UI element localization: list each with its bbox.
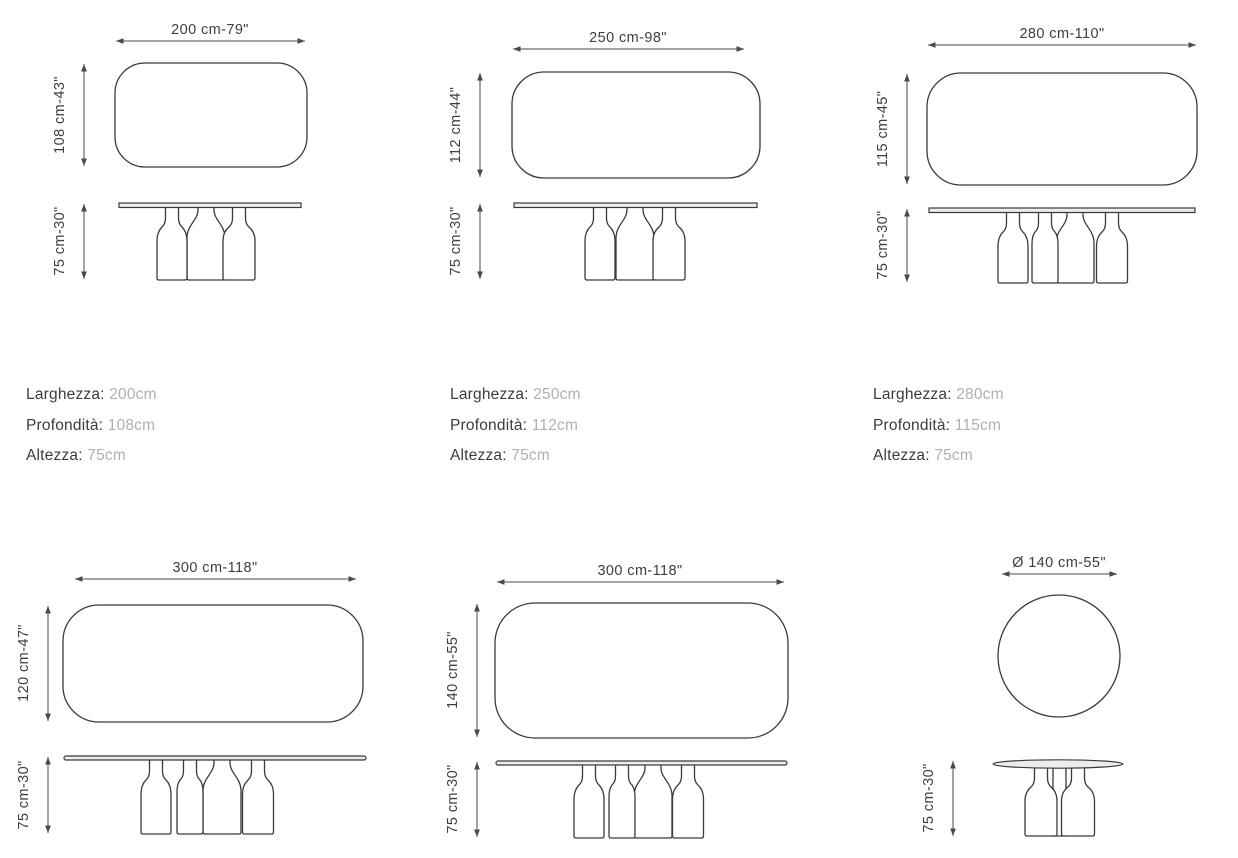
spec-label: Altezza: <box>26 447 83 464</box>
spec-row <box>450 447 770 478</box>
top-view-outline <box>495 603 788 738</box>
spec-value: 75cm <box>934 447 973 464</box>
tabletop-front <box>929 208 1195 213</box>
tabletop-front <box>514 203 757 208</box>
spec-label: Larghezza: <box>873 386 952 403</box>
spec-value: 115cm <box>954 416 1002 434</box>
panel-table-300x140 <box>445 563 788 838</box>
spec-value: 112cm <box>531 416 579 434</box>
spec-row <box>873 417 1193 448</box>
leg-bottle <box>574 762 604 838</box>
spec-value: 280cm <box>956 386 1004 403</box>
width-dim-label: Ø 140 cm-55" <box>1012 555 1106 571</box>
spec-block-250 <box>450 386 770 478</box>
leg-bottle <box>1025 764 1057 836</box>
width-dim-label: 200 cm-79" <box>171 22 249 38</box>
spec-label: Profondità: <box>873 416 951 434</box>
leg-funnel <box>634 762 672 838</box>
leg-bottle <box>223 204 255 280</box>
spec-block-200 <box>26 386 346 478</box>
height-dim-label: 75 cm-30" <box>448 206 464 276</box>
top-view-outline <box>998 595 1120 717</box>
spec-value: 250cm <box>533 386 581 403</box>
height-dim-label: 75 cm-30" <box>52 206 68 276</box>
leg-bottle <box>585 204 615 280</box>
depth-dim-label: 112 cm-44" <box>448 86 464 164</box>
height-dim-label: 75 cm-30" <box>875 210 891 280</box>
spec-block-280 <box>873 386 1193 478</box>
width-dim-label: 250 cm-98" <box>589 30 667 46</box>
leg-bottle <box>653 204 685 280</box>
width-dim-label: 300 cm-118" <box>597 563 683 579</box>
leg-funnel <box>203 757 241 834</box>
spec-value: 75cm <box>87 447 126 464</box>
leg-bottle <box>243 757 274 834</box>
leg-funnel <box>1056 209 1094 283</box>
width-dim-label: 300 cm-118" <box>172 560 258 576</box>
spec-value: 108cm <box>107 416 156 434</box>
spec-label: Larghezza: <box>26 386 105 403</box>
leg-bottle <box>177 757 203 834</box>
spec-row <box>873 447 1193 478</box>
leg-bottle <box>609 762 635 838</box>
panel-table-round-140 <box>921 555 1123 836</box>
spec-label: Altezza: <box>450 447 507 464</box>
tabletop-front <box>119 203 301 208</box>
depth-dim-label: 120 cm-47" <box>16 624 32 702</box>
spec-row <box>450 417 770 448</box>
leg-bottle <box>673 762 704 838</box>
top-view-outline <box>927 73 1197 185</box>
panel-table-250x112 <box>448 30 760 280</box>
leg-bottle <box>157 204 187 280</box>
spec-label: Profondità: <box>26 416 104 434</box>
spec-row <box>450 386 770 417</box>
leg-bottle <box>1097 209 1128 283</box>
panel-table-200x108 <box>52 22 307 280</box>
height-dim-label: 75 cm-30" <box>921 763 937 833</box>
spec-label: Altezza: <box>873 447 930 464</box>
height-dim-label: 75 cm-30" <box>445 764 461 834</box>
spec-row <box>26 386 346 417</box>
depth-dim-label: 140 cm-55" <box>445 631 461 709</box>
spec-value: 75cm <box>511 447 550 464</box>
panel-table-300x120 <box>16 560 366 834</box>
leg-bottle <box>141 757 171 834</box>
depth-dim-label: 115 cm-45" <box>875 90 891 168</box>
depth-dim-label: 108 cm-43" <box>52 76 68 154</box>
tabletop-front <box>64 756 366 760</box>
spec-row <box>26 447 346 478</box>
tabletop-front <box>993 760 1123 768</box>
tabletop-front <box>496 761 787 765</box>
leg-bottle <box>998 209 1028 283</box>
width-dim-label: 280 cm-110" <box>1019 26 1105 42</box>
height-dim-label: 75 cm-30" <box>16 760 32 830</box>
spec-label: Profondità: <box>450 416 528 434</box>
spec-row <box>26 417 346 448</box>
panel-table-280x115 <box>875 26 1197 283</box>
leg-funnel <box>187 204 225 280</box>
top-view-outline <box>63 605 363 722</box>
spec-value: 200cm <box>109 386 157 403</box>
leg-bottle <box>1032 209 1058 283</box>
top-view-outline <box>512 72 760 178</box>
top-view-outline <box>115 63 307 167</box>
leg-funnel <box>616 204 654 280</box>
spec-row <box>873 386 1193 417</box>
spec-label: Larghezza: <box>450 386 529 403</box>
